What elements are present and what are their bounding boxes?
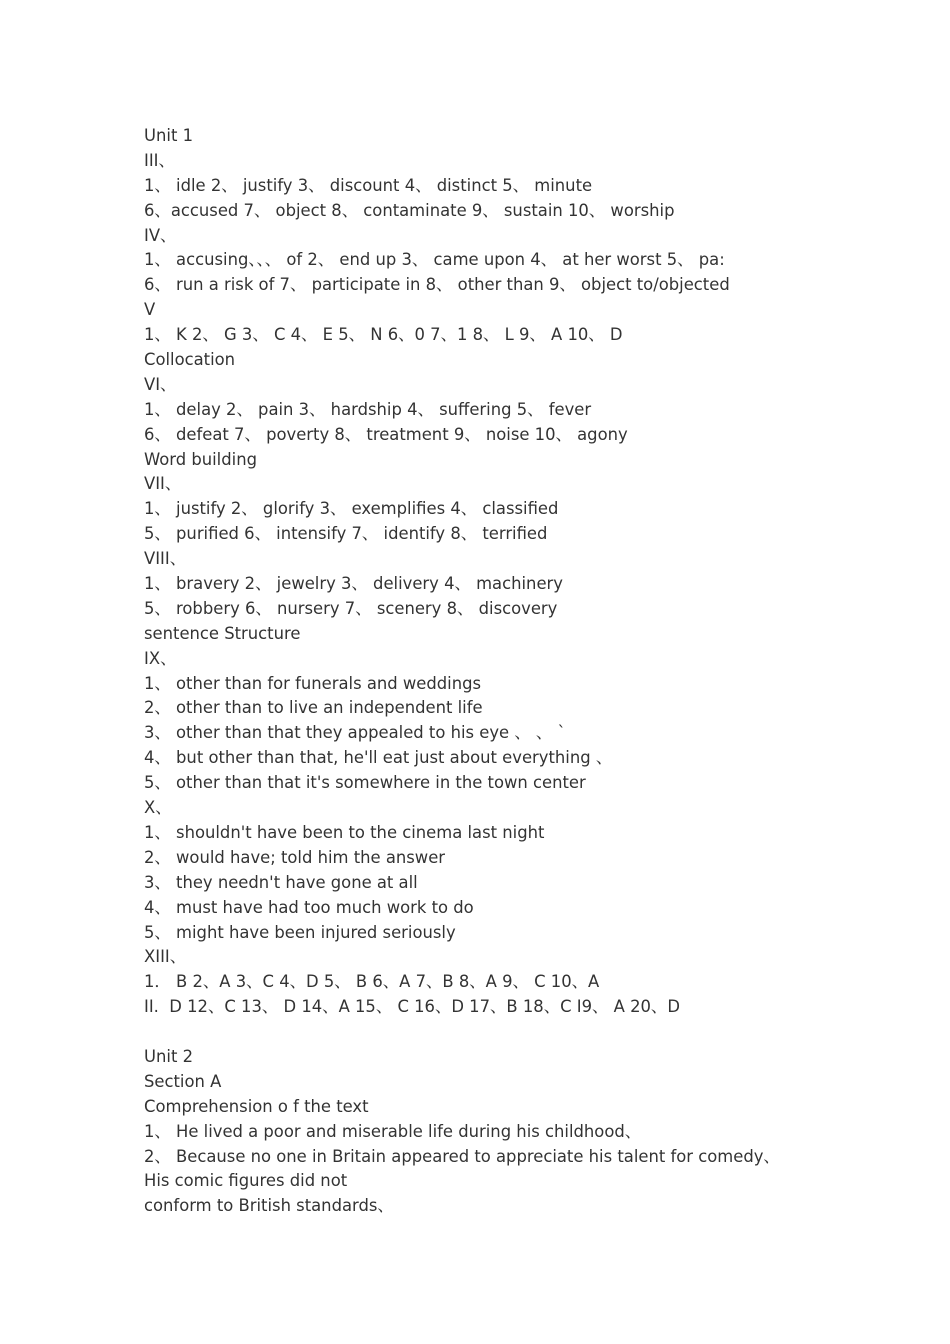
unit1-line: 1、 idle 2、 justify 3、 discount 4、 distinct 5、 minute [144,175,593,195]
unit1-line: III、 [144,150,175,170]
unit1-line: 5、 purified 6、 intensify 7、 identify 8、 terrified [144,524,548,544]
unit2-title: Unit 2 [144,1046,194,1066]
unit1-line: 1、 shouldn't have been to the cinema last night [144,822,545,842]
unit1-line: sentence Structure [144,623,301,643]
unit1-line: 1． B 2、A 3、C 4、D 5、 B 6、A 7、B 8、A 9、 C 10、A [144,972,600,992]
answer-key-content [144,124,934,1219]
unit1-line: IV、 [144,225,177,245]
unit1-title: Unit 1 [144,126,194,145]
unit1-line: 1、 accusing、、、 of 2、 end up 3、 came upon 4、 at her worst 5、 pa: [144,250,725,270]
unit1-line: 3、 they needn't have gone at all [144,872,418,892]
unit1-line: 1、 other than for funerals and weddings [144,673,482,693]
unit2-heading: Comprehension o f the text [144,1096,369,1116]
unit1-line: 6、 defeat 7、 poverty 8、 treatment 9、 noise 10、 agony [144,424,628,444]
unit1-line: XIII、 [144,947,187,967]
unit1-line: 1、 delay 2、 pain 3、 hardship 4、 suffering 5、 fever [144,399,592,419]
unit2-line: conform to British standards、 [144,1196,394,1216]
unit1-line: V [144,300,156,320]
unit1-line: 1、 justify 2、 glorify 3、 exemplifies 4、 classified [144,499,559,519]
unit2-line: 1、 He lived a poor and miserable life during his childhood、 [144,1121,642,1141]
unit1-line: Collocation [144,350,236,370]
unit1-line: 5、 robbery 6、 nursery 7、 scenery 8、 discovery [144,598,558,618]
unit1-line: VII、 [144,474,182,494]
unit1-line: 6、 run a risk of 7、 participate in 8、 other than 9、 object to/objected [144,275,730,295]
unit1-line: 2、 other than to live an independent life [144,698,483,718]
unit1-line: 1、 K 2、 G 3、 C 4、 E 5、 N 6、0 7、1 8、 L 9、 A 10、 D [144,325,623,345]
unit1-line: 2、 would have; told him the answer [144,847,446,867]
unit2-line: His comic figures did not [144,1171,348,1191]
unit1-line: VIII、 [144,549,187,569]
unit1-line: 5、 other than that it's somewhere in the town center [144,773,586,793]
unit1-line: VI、 [144,374,177,394]
unit1-line: 4、 must have had too much work to do [144,897,474,917]
unit1-line: 3、 other than that they appealed to his eye 、 、 ` [144,723,566,743]
unit2-line: 2、 Because no one in Britain appeared to appreciate his talent for comedy、 [144,1146,780,1166]
section-spacer [144,1020,934,1045]
unit1-line: X、 [144,798,172,818]
unit1-line: Word building [144,449,257,469]
unit1-line: 5、 might have been injured seriously [144,922,456,942]
unit1-line: 1、 bravery 2、 jewelry 3、 delivery 4、 machinery [144,574,563,594]
unit2-section: Section A [144,1071,222,1091]
unit1-line: II. D 12、C 13、 D 14、A 15、 C 16、D 17、B 18、C I9、 A 20、D [144,997,680,1017]
unit1-line: 6、accused 7、 object 8、 contaminate 9、 sustain 10、 worship [144,200,675,220]
unit1-line: IX、 [144,648,177,668]
unit1-line: 4、 but other than that, he'll eat just about everything 、 [144,748,613,768]
